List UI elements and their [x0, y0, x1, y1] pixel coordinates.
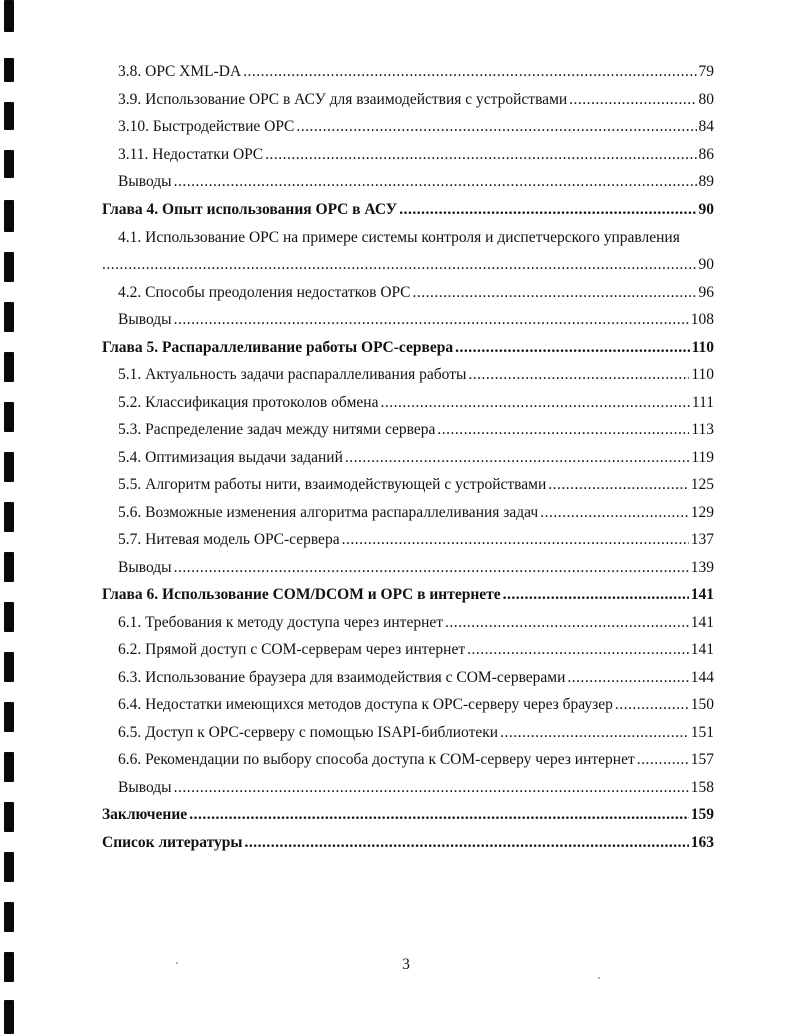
toc-entry-label: 5.7. Нитевая модель OPC-сервера	[118, 531, 340, 548]
toc-chapter	[102, 196, 714, 224]
toc-chapter-label: Список литературы	[102, 834, 243, 851]
binding-mark	[4, 952, 14, 982]
dot-leader	[380, 389, 689, 417]
dot-leader	[345, 444, 689, 472]
dot-leader	[615, 691, 689, 719]
dot-leader	[455, 334, 689, 362]
dot-leader	[503, 581, 689, 609]
toc-chapter-label: Глава 5. Распараллеливание работы OPC-сервера	[102, 339, 454, 356]
toc-entry-label: 6.6. Рекомендации по выбору способа доступа к COM-серверу через интернет	[118, 751, 635, 768]
binding-mark	[4, 58, 14, 82]
toc-chapter	[102, 334, 714, 362]
toc-entry-label: 4.1. Использование OPC на примере системы контроля и диспетчерского управления	[118, 229, 680, 246]
toc-entry-page: 158	[690, 779, 714, 796]
dot-leader	[548, 471, 689, 499]
toc-entry	[118, 774, 714, 802]
dot-leader	[437, 416, 689, 444]
binding-mark	[4, 852, 14, 882]
dot-leader	[189, 801, 689, 829]
dot-leader	[102, 251, 697, 279]
dot-leader	[174, 168, 697, 196]
toc-entry-page: 80	[698, 91, 714, 108]
toc-entry	[118, 719, 714, 747]
toc-entry	[118, 746, 714, 774]
toc-entry	[118, 113, 714, 141]
toc-entry-page: 90	[698, 256, 714, 273]
binding-mark	[4, 200, 14, 232]
toc-entry-page: 119	[691, 449, 714, 466]
binding-mark	[4, 402, 14, 432]
toc-entry	[118, 499, 714, 527]
toc-entry	[118, 306, 714, 334]
dot-leader	[243, 58, 696, 86]
dot-leader	[637, 746, 689, 774]
toc-chapter-label: Глава 6. Использование COM/DCOM и OPC в интернете	[102, 586, 501, 603]
toc-entry-label: 3.8. OPC XML-DA	[118, 63, 242, 80]
toc-entry-label: 4.2. Способы преодоления недостатков OPC	[118, 284, 411, 301]
toc-entry-page: 86	[698, 146, 714, 163]
binding-mark	[4, 252, 14, 282]
toc-entry	[118, 58, 714, 86]
dot-leader	[445, 609, 689, 637]
toc-entry-label: Выводы	[118, 779, 172, 796]
toc-entry-label: Выводы	[118, 173, 172, 190]
toc-entry	[118, 168, 714, 196]
toc-chapter-label: Глава 4. Опыт использования OPC в АСУ	[102, 201, 398, 218]
dot-leader	[468, 361, 689, 389]
toc-entry	[118, 526, 714, 554]
binding-mark	[4, 1000, 14, 1034]
binding-mark	[4, 652, 14, 682]
binding-mark	[4, 0, 14, 32]
binding-mark	[4, 452, 14, 482]
dot-leader	[244, 829, 688, 857]
dot-leader	[467, 636, 689, 664]
toc-entry-page: 129	[690, 504, 714, 521]
toc-chapter-page: 163	[690, 834, 714, 851]
toc-entry-label: 5.6. Возможные изменения алгоритма распараллеливания задач	[118, 504, 539, 521]
toc-entry-page: 141	[690, 614, 714, 631]
binding-mark	[4, 902, 14, 932]
page-number: 3	[402, 956, 410, 973]
toc-chapter	[102, 581, 714, 609]
toc-entry-label: 5.1. Актуальность задачи распараллеливания работы	[118, 366, 467, 383]
toc-entry-label: 6.2. Прямой доступ с COM-серверам через интернет	[118, 641, 466, 658]
dot-leader	[567, 664, 688, 692]
toc-entry	[118, 554, 714, 582]
binding-mark	[4, 352, 14, 382]
toc-entry-label: 6.3. Использование браузера для взаимодействия с COM-серверами	[118, 669, 566, 686]
toc-chapter-page: 90	[698, 201, 714, 218]
toc-entry-page: 89	[698, 173, 714, 190]
toc-entry-page: 144	[690, 669, 714, 686]
toc-entry-page: 79	[698, 63, 714, 80]
toc-entry-label: Выводы	[118, 311, 172, 328]
toc-entry	[118, 609, 714, 637]
toc-entry-page: 84	[698, 118, 714, 135]
toc-entry-label: 5.4. Оптимизация выдачи заданий	[118, 449, 343, 466]
toc-entry-label: 3.10. Быстродействие OPC	[118, 118, 295, 135]
toc-entry	[118, 691, 714, 719]
toc-entry	[118, 361, 714, 389]
toc-chapter-page: 110	[691, 339, 714, 356]
dot-leader	[174, 306, 689, 334]
toc-entry	[118, 471, 714, 499]
dot-leader	[399, 196, 696, 224]
toc-entry-page: 110	[691, 366, 714, 383]
toc-chapter	[102, 801, 714, 829]
dot-leader	[296, 113, 696, 141]
toc-entry	[118, 141, 714, 169]
toc-entry-page: 111	[691, 394, 714, 411]
binding-mark	[4, 302, 14, 332]
dot-leader	[265, 141, 696, 169]
dot-leader	[342, 526, 689, 554]
scan-speck	[598, 977, 600, 979]
toc-entry-page: 151	[690, 724, 714, 741]
toc-entry-label: Выводы	[118, 559, 172, 576]
toc-entry	[118, 389, 714, 417]
binding-mark	[4, 502, 14, 532]
binding-mark	[4, 752, 14, 782]
toc-entry-label: 6.4. Недостатки имеющихся методов доступа к OPC-серверу через браузер	[118, 696, 613, 713]
binding-mark	[4, 150, 14, 178]
binding-mark	[4, 702, 14, 732]
dot-leader	[413, 279, 697, 307]
toc-entry-page: 108	[690, 311, 714, 328]
toc-chapter-page: 141	[690, 586, 714, 603]
toc-chapter-page: 159	[690, 806, 714, 823]
toc-entry	[118, 416, 714, 444]
toc-entry-label: 6.5. Доступ к OPC-серверу с помощью ISAPI-библиотеки	[118, 724, 499, 741]
toc-entry-page: 125	[690, 476, 714, 493]
toc-entry-page: 96	[698, 284, 714, 301]
binding-mark	[4, 102, 14, 130]
toc-entry-label: 3.9. Использование OPC в АСУ для взаимодействия с устройствами	[118, 91, 568, 108]
toc-entry	[118, 279, 714, 307]
toc-entry-label: 5.3. Распределение задач между нитями сервера	[118, 421, 436, 438]
toc-entry-continuation	[102, 251, 714, 279]
toc-entry-page: 139	[690, 559, 714, 576]
toc-entry	[118, 664, 714, 692]
binding-mark	[4, 552, 14, 582]
toc-entry-label: 6.1. Требования к методу доступа через интернет	[118, 614, 444, 631]
toc-entry-label: 5.5. Алгоритм работы нити, взаимодействующей с устройствами	[118, 476, 547, 493]
binding-holes	[0, 0, 20, 1034]
toc-entry	[118, 224, 714, 252]
toc-entry-page: 150	[690, 696, 714, 713]
toc-entry-label: 5.2. Классификация протоколов обмена	[118, 394, 379, 411]
scan-speck	[176, 962, 178, 964]
dot-leader	[569, 86, 696, 114]
toc-chapter	[102, 829, 714, 857]
toc-entry-page: 157	[690, 751, 714, 768]
toc-entry-page: 137	[690, 531, 714, 548]
binding-mark	[4, 602, 14, 632]
binding-mark	[4, 802, 14, 832]
toc-entry-label: 3.11. Недостатки OPC	[118, 146, 264, 163]
toc-chapter-label: Заключение	[102, 806, 188, 823]
toc-entry-page: 141	[690, 641, 714, 658]
dot-leader	[174, 554, 689, 582]
dot-leader	[540, 499, 689, 527]
dot-leader	[500, 719, 689, 747]
toc-entry	[118, 636, 714, 664]
toc-entry-page: 113	[691, 421, 714, 438]
toc-entry	[118, 86, 714, 114]
dot-leader	[174, 774, 689, 802]
toc-entry	[118, 444, 714, 472]
